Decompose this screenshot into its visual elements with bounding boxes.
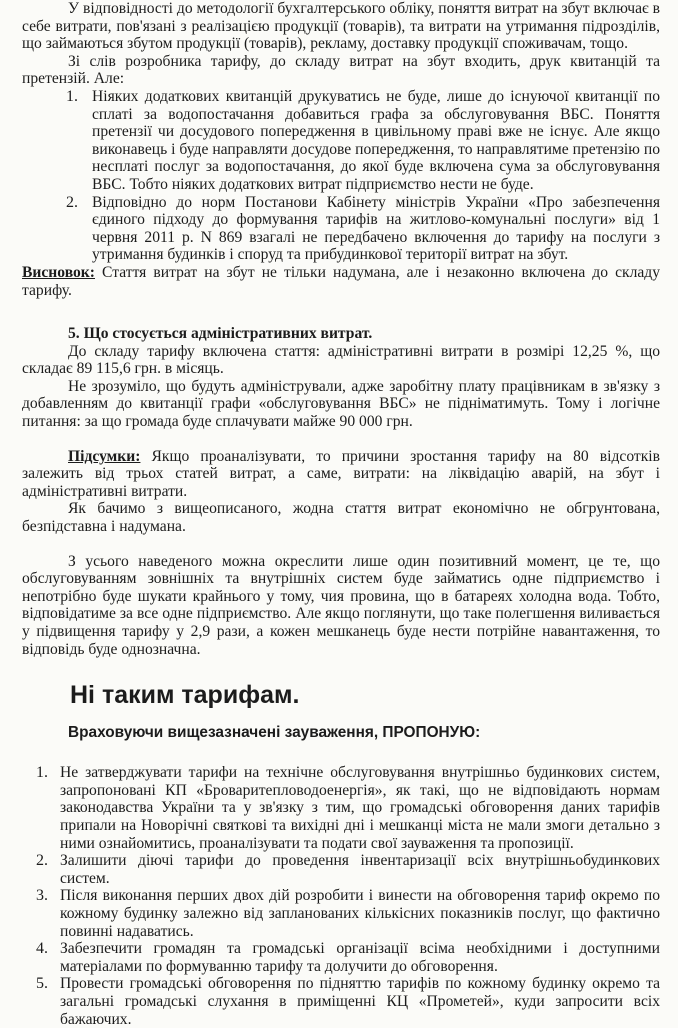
admin-costs-question-paragraph: Не зрозуміло, що будуть адміністрували, адже заробітну плату працівникам в зв'язку з добавленням до квитанції графи «обслуговування ВБС» не підніматимуть. Тому і логічне питання: за що громада буде сплачувати майже 90 000 грн.: [22, 377, 660, 431]
conclusion-label: Висновок:: [22, 263, 95, 281]
list-item-number: 1.: [36, 764, 48, 782]
list-item-number: 2.: [66, 193, 78, 211]
list-item-text: Залишити діючі тарифи до проведення інвентаризації всіх внутрішньобудинкових систем.: [60, 852, 660, 887]
list-item-number: 5.: [36, 975, 48, 993]
conclusion-paragraph: [22, 264, 660, 299]
summary-paragraph: [22, 448, 660, 501]
summary-conclusion-paragraph: Як бачимо з вищеописаного, жодна стаття витрат економічно не обгрунтована, безпідставна і надумана.: [22, 500, 660, 536]
list-item-text: Забезпечити громадян та громадські організації всіма необхідними і доступними матеріалами по формуванню тарифу та долучити до обговорення.: [60, 940, 660, 975]
proposal-list: [22, 764, 660, 1028]
conclusion-text: Стаття витрат на збут не тільки надумана, але і незаконно включена до складу тарифу.: [22, 263, 660, 299]
list-item: [22, 887, 660, 940]
list-item-number: 3.: [36, 887, 48, 905]
list-item: [22, 194, 660, 264]
list-item: [22, 975, 660, 1028]
list-item-text: Не затверджувати тарифи на технічне обслуговування внутрішньо будинкових систем, запропоновані КП «Броваритепловодоенергія», як такі, що не відповідають нормам законодавства України та у зв'язку з тим, що громадські обговорення даних тарифів припали на Новорічні святкові та вихідні дні і мешканці міста не мали змоги детально з ними ознайомитись, проаналізувати та подати свої зауваження та пропозиції.: [60, 764, 660, 852]
list-item-text: Провести громадські обговорення по підняттю тарифів по кожному будинку окремо та загальні громадські слухання в приміщенні КЦ «Прометей», куди запросити всіх бажаючих.: [60, 975, 660, 1028]
list-item-text: Після виконання перших двох дій розробити і винести на обговорення тариф окремо по кожному будинку залежно від запланованих кількісних показників послуг, що фактично повинні надаватись.: [60, 887, 660, 940]
list-item: [22, 764, 660, 852]
summary-label: Підсумки:: [68, 447, 141, 465]
tariff-developer-paragraph: Зі слів розробника тарифу, до складу витрат на збут входить, друк квитанцій та претензій. Але:: [22, 52, 660, 88]
list-item-text: Відповідно до норм Постанови Кабінету міністрів України «Про забезпечення єдиного підходу до формування тарифів на житлово-комунальні послуги» від 1 червня 2011 р. N 869 взагалі не передбачено включення до тарифу на послуги з утримання будинків і споруд та прибудинкової території витрат на збут.: [92, 193, 660, 264]
list-item: [22, 852, 660, 887]
list-item: [22, 940, 660, 975]
list-item-number: 1.: [66, 87, 78, 105]
section-5-heading: 5. Що стосується адміністративних витрат.: [68, 325, 373, 343]
objection-list: [22, 88, 660, 264]
proposal-heading: Враховуючи вищезазначені зауваження, ПРОПОНУЮ:: [68, 724, 481, 742]
positive-moment-paragraph: З усього наведеного можна окреслити лише один позитивний момент, це те, що обслуговуванням зовнішніх та внутрішніх систем буде займатись одне підприємство і непотрібно буде шукати крайнього у тому, чия провина, що в батареях холодна вода. Тобто, відповідатиме за все одне підприємство. Але якщо поглянути, що таке полегшення виливається у підвищення тарифу у 2,9 рази, а кожен мешканець буде нести потрійне навантаження, то відповідь буде однозначна.: [22, 552, 660, 658]
page-title: Ні таким тарифам.: [70, 681, 300, 710]
list-item-number: 2.: [36, 852, 48, 870]
list-item: [22, 88, 660, 194]
list-item-text: Ніяких додаткових квитанцій друкуватись не буде, лише до існуючої квитанції по сплаті за водопостачання добавиться графа за обслуговування ВБС. Поняття претензії чи досудового попередження в цивільному праві вже не існує. Але якщо виконавець і буде направляти досудове попередження, то направлятиме претензію по несплаті послуг за водопостачання, до якої буде включена сума за обслуговування ВБС. Тобто ніяких додаткових витрат підприємство нести не буде.: [92, 87, 660, 193]
intro-paragraph: У відповідності до методології бухгалтерського обліку, поняття витрат на збут включає в себе витрати, пов'язані з реалізацією продукції (товарів), та витрати на утримання підрозділів, що займаються збутом продукції (товарів), рекламу, доставку продукції споживачам, тощо.: [22, 0, 660, 53]
admin-costs-paragraph: До складу тарифу включена стаття: адміністративні витрати в розмірі 12,25 %, що складає 89 115,6 грн. в місяць.: [22, 342, 660, 378]
summary-text: Якщо проаналізувати, то причини зростання тарифу на 80 відсотків залежить від трьох статей витрат, а саме, витрати: на ліквідацію аварій, на збут і адміністративні витрати.: [22, 447, 660, 500]
list-item-number: 4.: [36, 940, 48, 958]
